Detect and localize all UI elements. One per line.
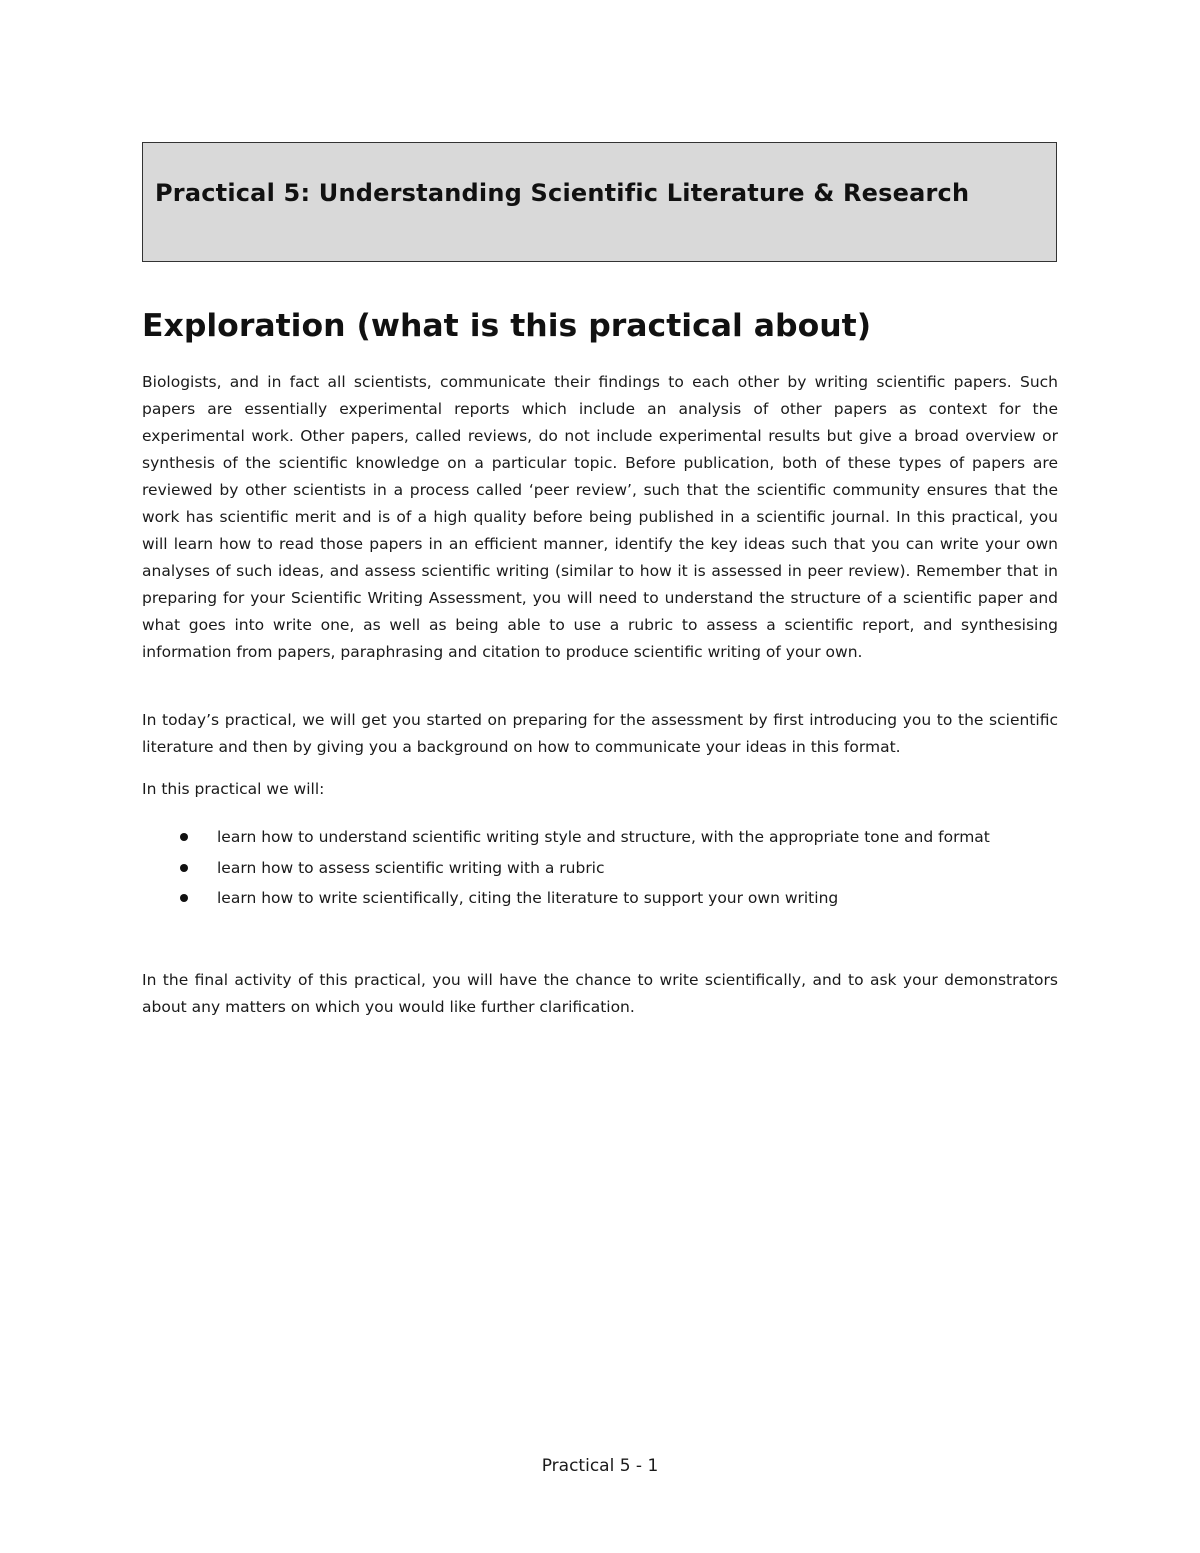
page-footer: Practical 5 - 1	[541, 1456, 659, 1476]
bullet-icon	[180, 894, 188, 902]
list-intro-paragraph: In this practical we will:	[142, 780, 325, 798]
list-item	[142, 853, 1058, 884]
section-heading: Exploration (what is this practical about)	[142, 308, 872, 344]
list-item-text: learn how to assess scientific writing with a rubric	[217, 858, 605, 877]
title-box	[142, 142, 1057, 262]
list-item	[142, 822, 1058, 853]
list-item-text: learn how to write scientifically, citing the literature to support your own writing	[217, 889, 839, 907]
today-paragraph: In today’s practical, we will get you started on preparing for the assessment by first introducing you to the scientific literature and then by giving you a background on how to communicate your ideas in this format.	[142, 711, 1058, 756]
objectives-list	[142, 822, 1058, 914]
bullet-icon	[180, 864, 188, 872]
list-item-text: learn how to understand scientific writing style and structure, with the appropriate tone and format	[217, 828, 990, 846]
list-item	[142, 883, 1058, 914]
intro-paragraph: Biologists, and in fact all scientists, communicate their findings to each other by writing scientific papers. Such papers are essentially experimental reports which include an analysis of other papers as context for the experimental work. Other papers, called reviews, do not include experimental results but give a broad overview or synthesis of the scientific knowledge on a particular topic. Before publication, both of these types of papers are reviewed by other scientists in a process called ‘peer review’, such that the scientific community ensures that the work has scientific merit and is of a high quality before being published in a scientific journal. In this practical, you will learn how to read those papers in an efficient manner, identify the key ideas such that you can write your own analyses of such ideas, and assess scientific writing (similar to how it is assessed in peer review). Remember that in preparing for your Scientific Writing Assessment, you will need to understand the structure of a scientific paper and what goes into write one, as well as being able to use a rubric to assess a scientific report, and synthesising information from papers, paraphrasing and citation to produce scientific writing of your own.	[142, 373, 1058, 661]
bullet-icon	[180, 833, 188, 841]
final-paragraph: In the final activity of this practical, you will have the chance to write scientifically, and to ask your demonstrators about any matters on which you would like further clarification.	[142, 971, 1058, 1016]
practical-title: Practical 5: Understanding Scientific Literature & Research	[155, 179, 970, 207]
